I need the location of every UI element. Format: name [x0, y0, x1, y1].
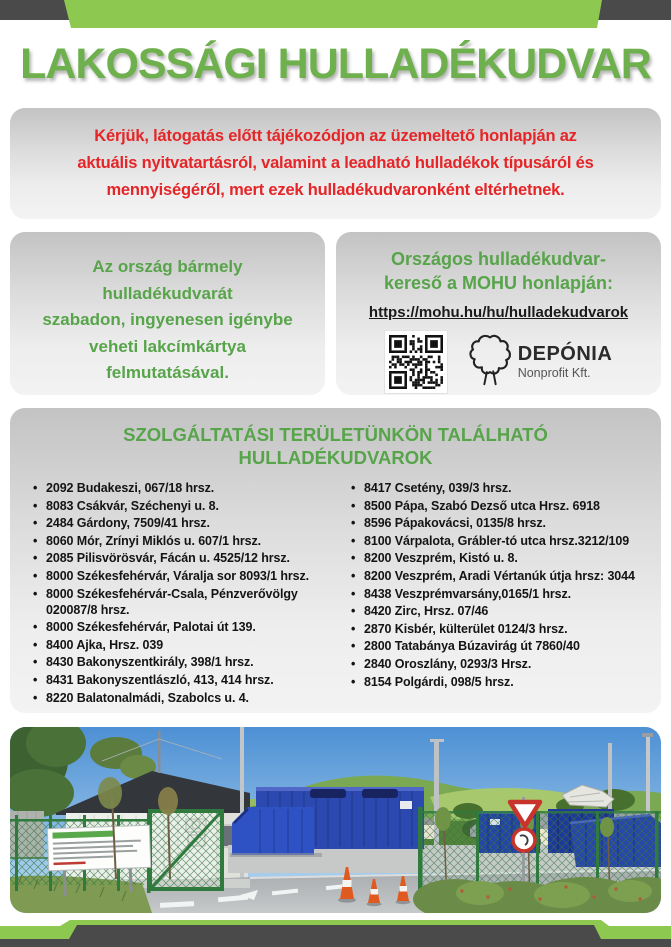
- notice-line: Kérjük, látogatás előtt tájékozódjon az üzemeltető honlapján az: [94, 127, 577, 145]
- waste-yard-photo: [10, 727, 661, 913]
- free-use-box: [10, 232, 325, 395]
- free-use-line: veheti lakcímkártya: [89, 336, 246, 356]
- footer: [0, 920, 671, 947]
- location-item: • 2085 Pilisvörösvár, Fácán u. 4525/12 hrsz.: [32, 550, 344, 566]
- location-item: • 8154 Polgárdi, 098/5 hrsz.: [350, 674, 647, 690]
- location-item: • 2840 Oroszlány, 0293/3 Hrsz.: [350, 656, 647, 672]
- free-use-line: felmutatásával.: [106, 363, 229, 382]
- location-item: • 8060 Mór, Zrínyi Miklós u. 607/1 hrsz.: [32, 533, 344, 549]
- free-use-line: szabadon, ingyenesen igénybe: [42, 310, 293, 329]
- notice-line: mennyiségéről, mert ezek hulladékudvaronként eltérhetnek.: [106, 181, 565, 199]
- finder-link[interactable]: https://mohu.hu/hu/hulladekudvarok: [368, 304, 629, 321]
- location-item: • 8500 Pápa, Szabó Dezső utca Hrsz. 6918: [350, 498, 647, 514]
- deponia-logo: [469, 332, 613, 393]
- finder-box: [336, 232, 661, 395]
- notice-line: aktuális nyitvatartásról, valamint a leadható hulladékok típusáról és: [77, 154, 594, 172]
- location-item: • 8438 Veszprémvarsány,0165/1 hrsz.: [350, 586, 647, 602]
- notice-box: [10, 108, 661, 219]
- location-item: • 8430 Bakonyszentkirály, 398/1 hrsz.: [32, 654, 344, 670]
- header-accent-trapezoid: [0, 0, 671, 28]
- logo-subtitle: Nonprofit Kft.: [517, 365, 591, 380]
- location-item: • 8400 Ajka, Hrsz. 039: [32, 637, 344, 653]
- location-item: • 8220 Balatonalmádi, Szabolcs u. 4.: [32, 690, 344, 706]
- locations-heading-line: SZOLGÁLTATÁSI TERÜLETÜNKÖN TALÁLHATÓ: [123, 424, 548, 445]
- free-use-line: Az ország bármely: [92, 257, 243, 276]
- locations-heading-line: HULLADÉKUDVAROK: [238, 447, 433, 468]
- location-item: • 8200 Veszprém, Aradi Vértanúk útja hrsz: 3044: [350, 568, 647, 584]
- location-item: • 8200 Veszprém, Kistó u. 8.: [350, 550, 647, 566]
- location-item: • 8420 Zirc, Hrsz. 07/46: [350, 603, 647, 619]
- location-item: • 8083 Csákvár, Széchenyi u. 8.: [32, 498, 344, 514]
- finder-heading-line: Országos hulladékudvar-: [390, 249, 607, 269]
- tree-icon: [469, 332, 511, 393]
- location-item: • 2092 Budakeszi, 067/18 hrsz.: [32, 480, 344, 496]
- free-use-line: hulladékudvarát: [102, 283, 233, 303]
- logo-name: DEPÓNIA: [517, 342, 613, 365]
- finder-heading-line: kereső a MOHU honlapján:: [383, 273, 614, 293]
- location-item: • 8596 Pápakovácsi, 0135/8 hrsz.: [350, 515, 647, 531]
- location-item: • 2870 Kisbér, külterület 0124/3 hrsz.: [350, 621, 647, 637]
- location-item: • 8100 Várpalota, Grábler-tó utca hrsz.3212/109: [350, 533, 647, 549]
- locations-box: [10, 408, 661, 713]
- location-item: • 2484 Gárdony, 7509/41 hrsz.: [32, 515, 344, 531]
- page-title: LAKOSSÁGI HULLADÉKUDVAR: [20, 40, 651, 88]
- location-item: • 8000 Székesfehérvár, Palotai út 139.: [32, 619, 344, 635]
- location-item: • 2800 Tatabánya Búzavirág út 7860/40: [350, 638, 647, 654]
- location-item: • 8417 Csetény, 039/3 hrsz.: [350, 480, 647, 496]
- locations-column-left: [32, 480, 344, 707]
- location-item: • 8000 Székesfehérvár, Váralja sor 8093/1 hrsz.: [32, 568, 344, 584]
- locations-column-right: [350, 480, 647, 707]
- location-item: • 8431 Bakonyszentlászló, 413, 414 hrsz.: [32, 672, 344, 688]
- qr-code: [385, 331, 447, 393]
- location-item: • 8000 Székesfehérvár-Csala, Pénzverővölgy 020087/8 hrsz.: [32, 586, 344, 618]
